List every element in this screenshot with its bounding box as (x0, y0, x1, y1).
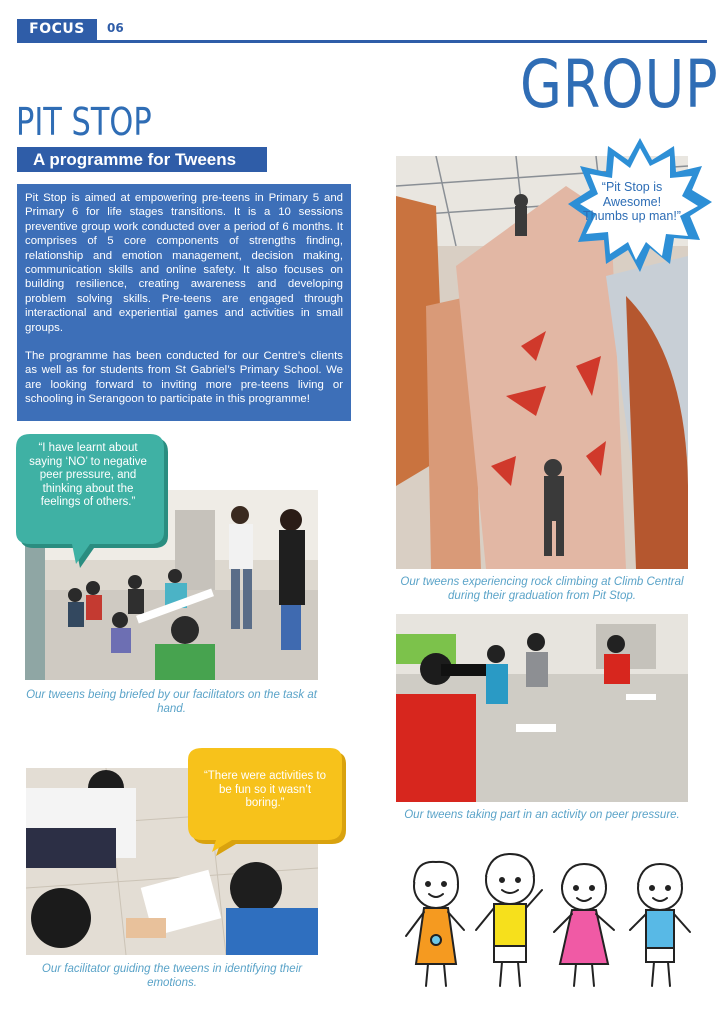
peer-pressure-photo-illustration (396, 614, 688, 802)
peer-pressure-caption: Our tweens taking part in an activity on peer pressure. (404, 809, 680, 821)
starburst-quote: “Pit Stop is Awesome! Thumbs up man!” (583, 180, 681, 223)
programme-title: PIT STOP (16, 100, 152, 144)
intro-paragraph-2: The programme has been conducted for our Centre’s clients as well as for students from St Gabriel’s Primary School. We are looking forward to inviting more pre-teens living or schooling in Serangoon to participate in this programme! (25, 350, 343, 406)
kid-pink-dress (554, 864, 614, 986)
section-label: FOCUS (17, 19, 97, 40)
kid-orange-dress (406, 862, 464, 986)
intro-paragraph-1: Pit Stop is aimed at empowering pre-teens in Primary 5 and Primary 6 for life stages transitions. It is a 10 sessions preventive group work conducted over a period of 6 months. It comprises of 5 core components of strengths finding, relationship and emotion management, decision making, communication skills and online safety. It also focuses on building resilience, creating awareness and developing problem solving skills. Pre-teens are engaged through interactional and experiential games and activities in small groups. (25, 192, 343, 334)
programme-subtitle: A programme for Tweens (17, 147, 267, 172)
group-title: GROUP (520, 46, 719, 123)
cartoon-kids-illustration (398, 846, 698, 996)
page-number: 06 (107, 21, 124, 35)
intro-box (17, 184, 351, 421)
kid-blue-shirt (630, 864, 690, 986)
kid-yellow-shirt (476, 854, 542, 986)
teal-quote: “I have learnt about saying ‘NO’ to negative peer pressure, and thinking about the feelings of others.” (29, 442, 147, 508)
climbing-caption: Our tweens experiencing rock climbing at Climb Central during their graduation from Pit Stop. (400, 576, 684, 602)
yellow-quote: “There were activities to be fun so it wasn’t boring.” (203, 770, 327, 809)
briefing-caption: Our tweens being briefed by our facilitators on the task at hand. (26, 689, 317, 715)
peer-pressure-photo (396, 614, 688, 802)
emotions-caption: Our facilitator guiding the tweens in identifying their emotions. (41, 963, 303, 989)
header-rule (17, 40, 707, 43)
